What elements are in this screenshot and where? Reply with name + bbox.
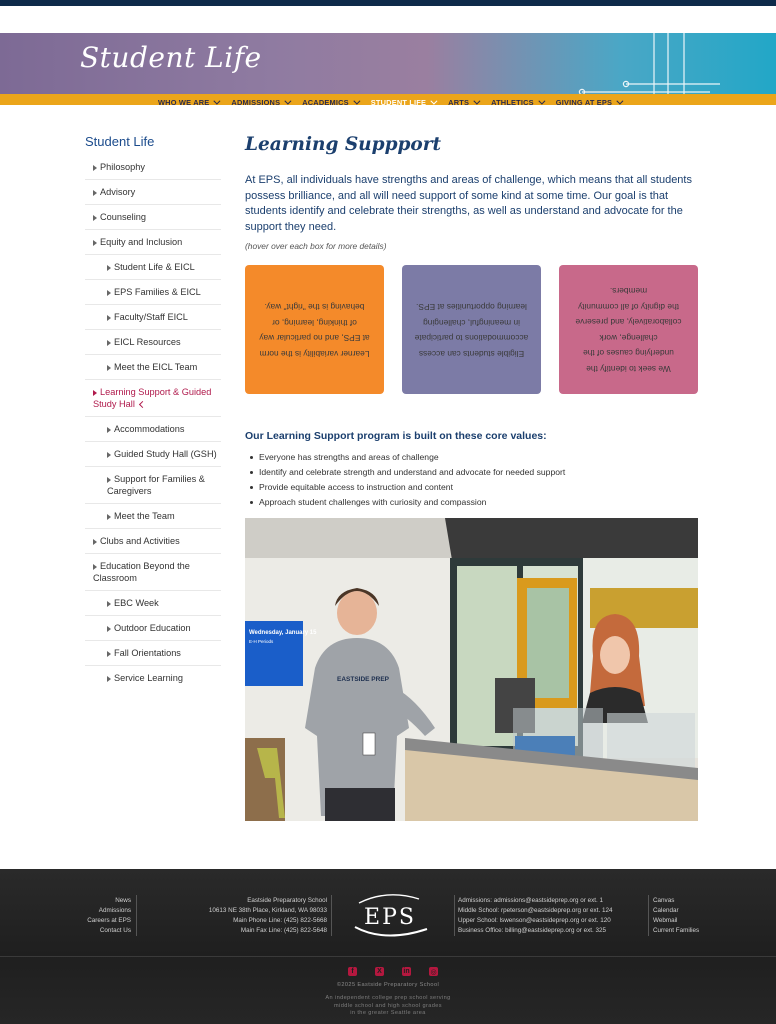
chevron-down-icon bbox=[285, 98, 292, 105]
eps-logo-text: EPS bbox=[364, 905, 416, 930]
contact-admissions[interactable]: Admissions: admissions@eastsideprep.org or ext. 1 bbox=[458, 897, 603, 904]
caret-right-icon bbox=[107, 651, 111, 657]
linkedin-icon[interactable]: in bbox=[403, 968, 410, 975]
site-footer bbox=[0, 869, 776, 1024]
caret-right-icon bbox=[107, 477, 111, 483]
caret-right-icon bbox=[93, 390, 97, 396]
sidebar-item-equity-inclusion[interactable]: Equity and Inclusion bbox=[85, 230, 221, 255]
social-links bbox=[348, 967, 438, 977]
nav-admissions[interactable]: ADMISSIONS bbox=[231, 98, 289, 105]
sidebar-item-eicl-resources[interactable]: EICL Resources bbox=[85, 330, 221, 355]
caret-right-icon bbox=[107, 340, 111, 346]
sidebar-item-outdoor-education[interactable]: Outdoor Education bbox=[85, 616, 221, 641]
facebook-icon[interactable]: f bbox=[348, 967, 357, 976]
footer-link-news[interactable]: News bbox=[115, 897, 131, 904]
chevron-down-icon bbox=[353, 98, 360, 105]
caret-right-icon bbox=[107, 452, 111, 458]
chevron-left-icon bbox=[139, 401, 146, 408]
nav-who-we-are[interactable]: WHO WE ARE bbox=[158, 98, 218, 105]
chevron-down-icon bbox=[431, 98, 438, 105]
sidebar-item-education-beyond[interactable]: Education Beyond the Classroom bbox=[85, 554, 221, 591]
value-cards bbox=[245, 265, 698, 394]
footer-divider bbox=[136, 895, 137, 936]
hero-banner bbox=[0, 33, 776, 105]
sidebar-title[interactable]: Student Life bbox=[85, 134, 155, 149]
nav-academics[interactable]: ACADEMICS bbox=[302, 98, 358, 105]
caret-right-icon bbox=[107, 676, 111, 682]
page-title: Learning Suppport bbox=[245, 134, 442, 155]
sidebar-item-fall-orientations[interactable]: Fall Orientations bbox=[85, 641, 221, 666]
x-twitter-icon[interactable]: X bbox=[375, 967, 384, 976]
footer-link-calendar[interactable]: Calendar bbox=[653, 907, 679, 914]
caret-right-icon bbox=[107, 514, 111, 520]
values-heading: Our Learning Support program is built on these core values: bbox=[245, 430, 547, 442]
sidebar-item-accommodations[interactable]: Accommodations bbox=[85, 417, 221, 442]
caret-right-icon bbox=[93, 564, 97, 570]
instagram-icon[interactable]: ◎ bbox=[430, 968, 437, 976]
caret-right-icon bbox=[107, 427, 111, 433]
caret-right-icon bbox=[93, 165, 97, 171]
card-accommodations[interactable]: Eligible students can access accommodations to participate in meaningful, challenging learning opportunities at EPS. bbox=[402, 265, 541, 394]
card-learner-variability[interactable]: Learner variability is the norm at EPS, and no particular way of thinking, learning, or behaving is the "right" way. bbox=[245, 265, 384, 394]
list-item: Identify and celebrate strength and understand and advocate for needed support bbox=[245, 465, 698, 480]
caret-right-icon bbox=[93, 539, 97, 545]
caret-right-icon bbox=[107, 290, 111, 296]
contact-upper-school[interactable]: Upper School: lswenson@eastsideprep.org or ext. 120 bbox=[458, 917, 611, 924]
top-accent-bar bbox=[0, 0, 776, 6]
footer-quick-links bbox=[60, 896, 131, 936]
sidebar-item-counseling[interactable]: Counseling bbox=[85, 205, 221, 230]
chevron-down-icon bbox=[538, 98, 545, 105]
sidebar-item-clubs-activities[interactable]: Clubs and Activities bbox=[85, 529, 221, 554]
contact-business-office[interactable]: Business Office: billing@eastsideprep.org or ext. 325 bbox=[458, 927, 607, 934]
sidebar-nav bbox=[85, 134, 221, 690]
footer-link-webmail[interactable]: Webmail bbox=[653, 917, 678, 924]
caret-right-icon bbox=[107, 315, 111, 321]
caret-right-icon bbox=[107, 626, 111, 632]
sidebar-item-support-families[interactable]: Support for Families & Caregivers bbox=[85, 467, 221, 504]
footer-divider bbox=[331, 895, 332, 936]
footer-link-contact[interactable]: Contact Us bbox=[99, 927, 131, 934]
list-item: Provide equitable access to instruction and content bbox=[245, 480, 698, 495]
footer-horizontal-divider bbox=[0, 956, 776, 957]
footer-link-canvas[interactable]: Canvas bbox=[653, 897, 675, 904]
card-underlying-causes[interactable]: We seek to identify the underlying causes of the challenge, work collaboratively, and preserve the dignity of all community members. bbox=[559, 265, 698, 394]
caret-right-icon bbox=[93, 190, 97, 196]
screen-sub-text: E-H Periods bbox=[249, 639, 274, 644]
core-values-list bbox=[245, 450, 698, 510]
staff-photo bbox=[245, 518, 698, 821]
nav-arts[interactable]: ARTS bbox=[448, 98, 478, 105]
screen-date-text: Wednesday, January 15 bbox=[249, 630, 317, 636]
intro-paragraph: At EPS, all individuals have strengths and areas of challenge, which means that all students possess brilliance, and all will need support of some kind at some time. Our goal is that students identify and celebrate their strengths, as well as understand and advocate for the support they need. bbox=[245, 174, 692, 233]
nav-student-life[interactable]: STUDENT LIFE bbox=[371, 98, 435, 105]
sidebar-item-ebc-week[interactable]: EBC Week bbox=[85, 591, 221, 616]
caret-right-icon bbox=[93, 240, 97, 246]
shirt-text: EASTSIDE PREP bbox=[337, 676, 390, 683]
eps-logo[interactable] bbox=[349, 889, 431, 939]
footer-divider bbox=[648, 895, 649, 936]
staff-photo-illustration bbox=[245, 518, 698, 821]
copyright: ©2025 Eastside Preparatory School bbox=[336, 982, 440, 988]
contact-middle-school[interactable]: Middle School: rpeterson@eastsideprep.org or ext. 124 bbox=[458, 907, 613, 914]
sidebar-item-philosophy[interactable]: Philosophy bbox=[85, 155, 221, 180]
caret-right-icon bbox=[107, 365, 111, 371]
footer-contacts bbox=[458, 896, 648, 936]
sidebar-item-advisory[interactable]: Advisory bbox=[85, 180, 221, 205]
footer-portal-links bbox=[653, 896, 733, 936]
sidebar-item-faculty-staff-eicl[interactable]: Faculty/Staff EICL bbox=[85, 305, 221, 330]
caret-right-icon bbox=[107, 601, 111, 607]
sidebar-item-meet-the-team[interactable]: Meet the Team bbox=[85, 504, 221, 529]
sidebar-item-learning-support[interactable]: Learning Support & Guided Study Hall bbox=[85, 380, 221, 417]
footer-link-admissions[interactable]: Admissions bbox=[98, 907, 131, 914]
chevron-down-icon bbox=[617, 98, 624, 105]
footer-link-careers[interactable]: Careers at EPS bbox=[87, 917, 131, 924]
nav-athletics[interactable]: ATHLETICS bbox=[491, 98, 543, 105]
main-nav bbox=[0, 94, 776, 105]
nav-giving-at-eps[interactable]: GIVING AT EPS bbox=[556, 98, 621, 105]
hero-title: Student Life bbox=[80, 41, 262, 74]
footer-link-current-families[interactable]: Current Families bbox=[653, 927, 700, 934]
footer-address: Eastside Preparatory School 10613 NE 38th Place, Kirkland, WA 98033 Main Phone Line: (425) 822-5668 Main Fax Line: (425) 822-5648 bbox=[208, 897, 327, 934]
sidebar-item-meet-eicl-team[interactable]: Meet the EICL Team bbox=[85, 355, 221, 380]
footer-divider bbox=[454, 895, 455, 936]
hover-note: (hover over each box for more details) bbox=[245, 241, 387, 251]
sidebar-item-student-life-eicl[interactable]: Student Life & EICL bbox=[85, 255, 221, 280]
chevron-down-icon bbox=[214, 98, 221, 105]
school-tagline: An independent college prep school serving middle school and high school grades in the greater Seattle area bbox=[325, 995, 451, 1016]
chevron-down-icon bbox=[473, 98, 480, 105]
sidebar-item-guided-study-hall[interactable]: Guided Study Hall (GSH) bbox=[85, 442, 221, 467]
sidebar-item-eps-families-eicl[interactable]: EPS Families & EICL bbox=[85, 280, 221, 305]
sidebar-item-service-learning[interactable]: Service Learning bbox=[85, 666, 221, 690]
caret-right-icon bbox=[107, 265, 111, 271]
list-item: Everyone has strengths and areas of challenge bbox=[245, 450, 698, 465]
main-content bbox=[245, 134, 698, 821]
caret-right-icon bbox=[93, 215, 97, 221]
list-item: Approach student challenges with curiosity and compassion bbox=[245, 495, 698, 510]
